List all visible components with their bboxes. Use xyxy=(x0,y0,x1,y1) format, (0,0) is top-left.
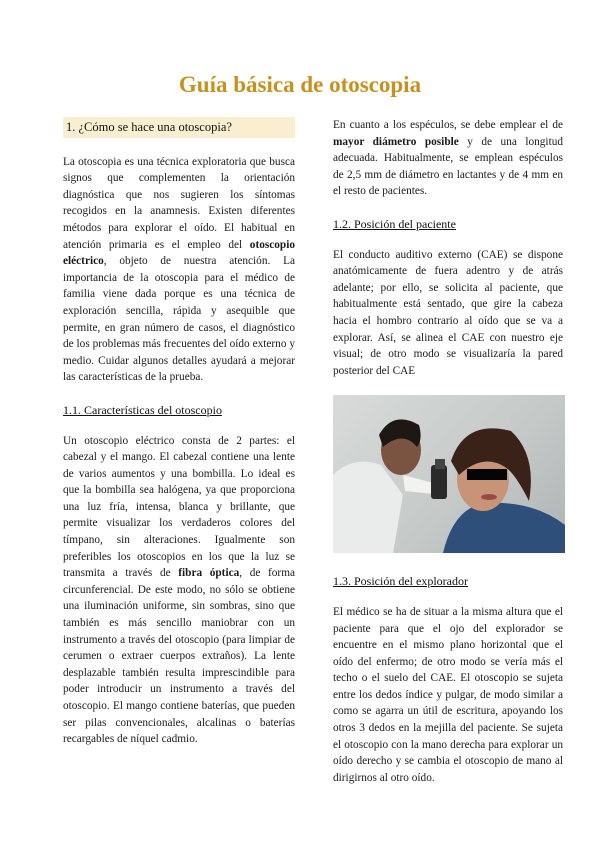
section-1-2-heading: 1.2. Posición del paciente xyxy=(333,216,456,231)
section-1-3-heading: 1.3. Posición del explorador xyxy=(333,574,468,589)
otoscopy-photo xyxy=(333,395,565,553)
document-title: Guía básica de otoscopia xyxy=(178,72,422,97)
bold-term: otoscopio eléctrico xyxy=(63,238,295,268)
left-column xyxy=(63,117,295,764)
section-1-paragraph: La otoscopia es una técnica exploratoria que busca signos que complementen la orientación diagnóstica que nos sugieren los síntomas recogidos en la anamnesis. Existen diferentes métodos para explorar el oído. El habitual en atención primaria es el empleo del otoscopio eléctrico, objeto de nuestra atención. La importancia de la otoscopia para el médico de familia viene dada porque es una técnica de exploración sencilla, rápida y asequible que permite, en gran número de casos, el diagnóstico de los problemas más frecuentes del oído externo y medio. Cuidar algunos detalles ayudará a mejorar las características de la prueba. xyxy=(63,155,295,384)
bold-term: fibra óptica xyxy=(178,567,240,580)
right-column xyxy=(333,117,563,802)
section-1-1-paragraph: Un otoscopio eléctrico consta de 2 partes: el cabezal y el mango. El cabezal contiene una lente de varios aumentos y una bombilla. Lo ideal es que la bombilla sea halógena, ya que proporciona una luz fría, intensa, blanca y brillante, que permite visualizar los verdaderos colores del tímpano, sin alteraciones. Igualmente son preferibles los otoscopios en los que la luz se transmita a través de fibra óptica, de forma circunferencial. De este modo, no sólo se obtiene una iluminación uniforme, sin sombras, sino que también es más sencillo maniobrar con un instrumento a través del otoscopio (para limpiar de cerumen o extraer cuerpos extraños). La lente desplazable también resulta imprescindible para poder introducir un instrumento a través del otoscopio. El mango contiene baterías, que pueden ser pilas convencionales, alcalinas o baterías recargables de níquel cadmio. xyxy=(63,434,295,746)
section-1-1-heading: 1.1. Características del otoscopio xyxy=(63,402,222,417)
section-1-3-paragraph: El médico se ha de situar a la misma altura que el paciente para que el ojo del explorador se encuentre en el mismo plano horizontal que el oído del enfermo; de otro modo se vería más el techo o el suelo del CAE. El otoscopio se sujeta entre los dedos índice y pulgar, de modo similar a como se agarra un útil de escritura, apoyando los otros 3 dedos en la mejilla del paciente. Se sujeta el otoscopio con la mano derecha para explorar un oído derecho y se cambia el otoscopio de mano al dirigirnos al otro oído. xyxy=(333,605,563,784)
section-1-2-paragraph: El conducto auditivo externo (CAE) se dispone anatómicamente de fuera adentro y de atrás adelante; por ello, se solicita al paciente, que habitualmente está sentado, que gire la cabeza hacia el hombro contrario al oído que se va a explorar. Así, se alinea el CAE con nuestro eje visual; de otro modo se visualizaría la pared posterior del CAE xyxy=(333,248,563,377)
bold-term: mayor diámetro posible xyxy=(333,135,459,148)
otoscopy-photo-icon xyxy=(333,395,565,553)
speculum-paragraph: En cuanto a los espéculos, se debe emplear el de mayor diámetro posible y de una longitud adecuada. Habitualmente, se emplean espéculos de 2,5 mm de diámetro en lactantes y de 4 mm en el resto de pacientes. xyxy=(333,119,563,198)
section-1-heading: 1. ¿Cómo se hace una otoscopia? xyxy=(63,117,295,138)
